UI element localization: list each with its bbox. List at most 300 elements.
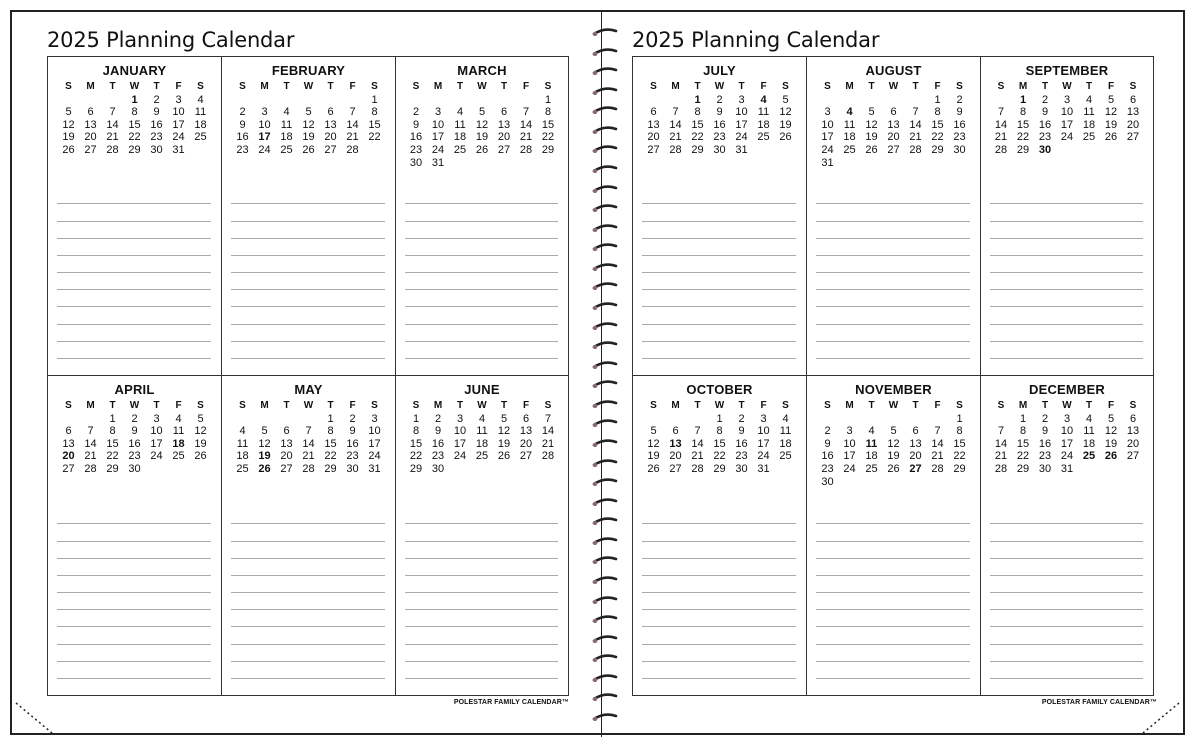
- date: 16: [236, 131, 249, 144]
- weekday-label: T: [1041, 400, 1049, 411]
- month-name: JANUARY: [102, 63, 167, 78]
- date: 16: [431, 437, 445, 450]
- date: 30: [1038, 462, 1052, 475]
- note-line: [405, 273, 558, 290]
- date: 3: [738, 93, 745, 106]
- month-name: APRIL: [114, 382, 155, 397]
- note-line: [57, 290, 211, 307]
- date: 24: [843, 462, 856, 475]
- month-name: MAY: [294, 382, 323, 397]
- note-line: [57, 204, 211, 221]
- weekday-label: S: [197, 81, 204, 92]
- date: 7: [997, 425, 1005, 438]
- note-line: [57, 627, 211, 644]
- binding-coil: [592, 361, 618, 369]
- date: 3: [824, 106, 831, 119]
- date: 27: [647, 143, 660, 156]
- weekday-label: M: [260, 400, 269, 411]
- date: 30: [346, 462, 359, 475]
- empty-day: [817, 413, 839, 426]
- weekday-label: T: [1085, 81, 1093, 92]
- date: 19: [1104, 437, 1118, 450]
- date: 4: [239, 425, 246, 438]
- date: 1: [716, 412, 723, 425]
- date: 20: [497, 131, 511, 144]
- date: 27: [519, 450, 533, 463]
- date: 17: [821, 131, 834, 144]
- date: 14: [346, 118, 359, 131]
- date: 4: [197, 93, 204, 106]
- note-line: [231, 307, 385, 324]
- date: 18: [1082, 437, 1096, 450]
- empty-day: [298, 94, 320, 107]
- date: 20: [647, 131, 660, 144]
- date: 7: [672, 106, 679, 119]
- date: 12: [779, 106, 792, 119]
- weekday-label: S: [412, 400, 420, 411]
- date: 22: [953, 450, 966, 463]
- date: 12: [258, 437, 271, 450]
- date: 3: [1063, 412, 1071, 425]
- page-title: 2025 Planning Calendar: [632, 28, 880, 52]
- date: 7: [87, 425, 94, 438]
- date: 6: [672, 425, 679, 438]
- date: 5: [890, 425, 897, 438]
- date: 20: [324, 131, 337, 144]
- note-line: [816, 627, 970, 644]
- date: 8: [934, 106, 941, 119]
- date: 22: [1016, 450, 1030, 463]
- binding-coil: [592, 165, 618, 173]
- date: 12: [62, 118, 75, 131]
- note-line: [816, 290, 970, 307]
- date: 8: [327, 425, 334, 438]
- date: 18: [779, 437, 792, 450]
- empty-day: [883, 94, 905, 107]
- weekday-label: T: [456, 81, 464, 92]
- date: 17: [431, 131, 445, 144]
- note-line: [816, 542, 970, 559]
- month-name: JUNE: [464, 382, 500, 397]
- date: 27: [62, 462, 75, 475]
- date: 29: [931, 143, 944, 156]
- date: 31: [821, 156, 834, 169]
- note-line: [405, 507, 558, 524]
- corner-fold-right: [1133, 683, 1183, 733]
- date: 1: [544, 93, 552, 106]
- date: 23: [236, 143, 249, 156]
- note-lines: [57, 187, 211, 359]
- weekday-label: S: [1129, 400, 1137, 411]
- note-line: [642, 273, 796, 290]
- note-line: [642, 256, 796, 273]
- date: 18: [843, 131, 856, 144]
- holiday-date: 25: [1082, 450, 1096, 463]
- date: 28: [106, 143, 119, 156]
- month-grid: [632, 56, 1154, 696]
- weekday-label: S: [956, 400, 963, 411]
- date: 15: [368, 118, 381, 131]
- date: 11: [194, 106, 207, 119]
- date: 8: [544, 106, 552, 119]
- date: 27: [1126, 450, 1140, 463]
- weekday-label: W: [888, 81, 899, 92]
- month-grid: [47, 56, 569, 696]
- weekday-label: F: [934, 81, 941, 92]
- weekday-label: F: [522, 400, 530, 411]
- note-line: [990, 204, 1143, 221]
- holiday-date: 1: [131, 93, 138, 106]
- weekday-label: S: [824, 400, 831, 411]
- date: 5: [478, 106, 486, 119]
- date: 15: [106, 437, 119, 450]
- weekday-label: F: [934, 400, 941, 411]
- date: 19: [647, 450, 660, 463]
- weekday-label: S: [997, 81, 1005, 92]
- binding-coil: [592, 576, 618, 584]
- weekday-label: T: [153, 400, 160, 411]
- note-line: [990, 307, 1143, 324]
- note-line: [990, 290, 1143, 307]
- date: 1: [1019, 412, 1027, 425]
- date: 21: [541, 437, 555, 450]
- date: 22: [931, 131, 944, 144]
- holiday-date: 26: [1104, 450, 1118, 463]
- date: 9: [131, 425, 138, 438]
- month-august: [807, 57, 981, 376]
- weekday-label: W: [888, 400, 899, 411]
- weekday-label: W: [1062, 81, 1072, 92]
- weekday-label: T: [500, 400, 508, 411]
- date: 12: [194, 425, 207, 438]
- date: 10: [735, 106, 748, 119]
- date: 16: [409, 131, 423, 144]
- note-line: [990, 559, 1143, 576]
- date: 29: [953, 462, 966, 475]
- date: 18: [453, 131, 467, 144]
- date: 3: [760, 412, 767, 425]
- date: 31: [757, 462, 770, 475]
- date: 8: [412, 425, 420, 438]
- weekday-label: F: [349, 81, 356, 92]
- note-line: [642, 342, 796, 359]
- date: 31: [172, 143, 185, 156]
- date: 25: [757, 131, 770, 144]
- binding-coil: [592, 517, 618, 525]
- date: 2: [412, 106, 420, 119]
- date: 10: [453, 425, 467, 438]
- note-line: [231, 610, 385, 627]
- note-line: [642, 507, 796, 524]
- date: 21: [994, 450, 1008, 463]
- date: 14: [106, 118, 119, 131]
- date: 25: [1082, 131, 1096, 144]
- note-line: [642, 222, 796, 239]
- note-line: [816, 662, 970, 679]
- weekday-label: T: [153, 81, 160, 92]
- date: 23: [953, 131, 966, 144]
- date: 18: [865, 450, 878, 463]
- date: 29: [713, 462, 726, 475]
- month-september: [981, 57, 1153, 376]
- date: 14: [909, 118, 922, 131]
- date: 21: [931, 450, 944, 463]
- empty-day: [861, 413, 883, 426]
- date: 8: [109, 425, 116, 438]
- note-line: [405, 187, 558, 204]
- weekday-label: W: [714, 81, 725, 92]
- note-line: [57, 273, 211, 290]
- date: 5: [868, 106, 875, 119]
- date: 11: [236, 437, 249, 450]
- date: 25: [172, 450, 185, 463]
- date: 16: [713, 118, 726, 131]
- date: 21: [519, 131, 533, 144]
- date: 31: [431, 156, 445, 169]
- holiday-date: 18: [172, 437, 185, 450]
- note-line: [990, 524, 1143, 541]
- weekday-label: M: [845, 81, 854, 92]
- empty-day: [471, 94, 493, 107]
- date: 1: [956, 412, 963, 425]
- binding-coil: [592, 28, 618, 36]
- date: 24: [368, 450, 381, 463]
- binding-coil: [592, 537, 618, 545]
- date: 22: [713, 450, 726, 463]
- note-line: [405, 645, 558, 662]
- date: 2: [349, 412, 356, 425]
- month-name: DECEMBER: [1029, 382, 1105, 397]
- date: 24: [735, 131, 748, 144]
- date: 7: [522, 106, 530, 119]
- date: 20: [909, 450, 922, 463]
- date: 10: [172, 106, 185, 119]
- date: 7: [305, 425, 312, 438]
- date: 20: [1126, 118, 1140, 131]
- date: 5: [197, 412, 204, 425]
- note-line: [816, 645, 970, 662]
- date: 9: [349, 425, 356, 438]
- date: 25: [236, 462, 249, 475]
- month-october: [633, 376, 807, 695]
- date: 31: [735, 143, 748, 156]
- note-line: [57, 542, 211, 559]
- date: 15: [128, 118, 141, 131]
- date: 28: [84, 462, 97, 475]
- date: 28: [691, 462, 704, 475]
- date: 29: [324, 462, 337, 475]
- date: 25: [843, 143, 856, 156]
- date: 5: [65, 106, 72, 119]
- month-name: MARCH: [457, 63, 507, 78]
- date: 24: [431, 143, 445, 156]
- date: 16: [1038, 118, 1052, 131]
- date: 17: [1060, 118, 1074, 131]
- date: 7: [349, 106, 356, 119]
- date: 9: [434, 425, 442, 438]
- date: 22: [541, 131, 555, 144]
- date: 7: [912, 106, 919, 119]
- date: 20: [669, 450, 682, 463]
- date: 28: [541, 450, 555, 463]
- date: 12: [302, 118, 315, 131]
- binding-coil: [592, 224, 618, 232]
- date: 2: [956, 93, 963, 106]
- holiday-date: 1: [1019, 93, 1027, 106]
- date: 20: [519, 437, 533, 450]
- note-lines: [642, 187, 796, 359]
- date: 30: [150, 143, 163, 156]
- month-december: [981, 376, 1153, 695]
- date: 5: [1107, 93, 1115, 106]
- binding-coil: [592, 185, 618, 193]
- note-line: [816, 593, 970, 610]
- date: 11: [280, 118, 293, 131]
- note-line: [990, 222, 1143, 239]
- note-line: [405, 256, 558, 273]
- mini-calendar: [48, 400, 221, 476]
- empty-day: [665, 94, 687, 107]
- weekday-label: S: [65, 81, 72, 92]
- date: 15: [931, 118, 944, 131]
- note-line: [231, 204, 385, 221]
- brand-footer: POLESTAR FAMILY CALENDAR™: [1041, 699, 1157, 706]
- date: 27: [84, 143, 97, 156]
- binding-coil: [592, 145, 618, 153]
- date: 2: [824, 425, 831, 438]
- holiday-date: 4: [760, 93, 767, 106]
- mini-calendar: [807, 400, 980, 488]
- date: 6: [912, 425, 919, 438]
- date: 16: [150, 118, 163, 131]
- date: 3: [371, 412, 378, 425]
- date: 15: [953, 437, 966, 450]
- weekday-label: F: [760, 81, 767, 92]
- date: 17: [843, 450, 856, 463]
- date: 3: [456, 412, 464, 425]
- date: 14: [994, 118, 1008, 131]
- date: 12: [647, 437, 660, 450]
- date: 9: [956, 106, 963, 119]
- date: 29: [541, 143, 555, 156]
- weekday-label: W: [303, 400, 314, 411]
- note-line: [816, 222, 970, 239]
- empty-day: [405, 94, 427, 107]
- date: 25: [280, 143, 293, 156]
- date: 18: [194, 118, 207, 131]
- date: 3: [175, 93, 182, 106]
- date: 25: [453, 143, 467, 156]
- date: 10: [431, 118, 445, 131]
- date: 27: [1126, 131, 1140, 144]
- note-line: [405, 342, 558, 359]
- note-line: [990, 273, 1143, 290]
- month-july: [633, 57, 807, 376]
- note-line: [405, 542, 558, 559]
- date: 28: [669, 143, 682, 156]
- weekday-label: T: [694, 81, 701, 92]
- date: 13: [62, 437, 75, 450]
- empty-day: [861, 94, 883, 107]
- date: 17: [172, 118, 185, 131]
- weekday-label: F: [522, 81, 530, 92]
- date: 21: [691, 450, 704, 463]
- binding-coil: [592, 439, 618, 447]
- note-line: [816, 342, 970, 359]
- note-line: [57, 524, 211, 541]
- holiday-date: 11: [865, 437, 878, 450]
- date: 30: [713, 143, 726, 156]
- date: 13: [280, 437, 293, 450]
- weekday-label: S: [371, 81, 378, 92]
- holiday-date: 19: [258, 450, 271, 463]
- binding-coil: [592, 556, 618, 564]
- date: 20: [887, 131, 900, 144]
- empty-day: [232, 94, 254, 107]
- note-line: [990, 239, 1143, 256]
- note-line: [642, 290, 796, 307]
- right-page: [612, 12, 1187, 733]
- date: 25: [475, 450, 489, 463]
- weekday-label: T: [109, 81, 116, 92]
- note-lines: [231, 187, 385, 359]
- note-line: [990, 256, 1143, 273]
- date: 4: [1085, 93, 1093, 106]
- date: 19: [887, 450, 900, 463]
- date: 5: [1107, 412, 1115, 425]
- weekday-label: M: [671, 400, 680, 411]
- date: 3: [261, 106, 268, 119]
- weekday-label: M: [260, 81, 269, 92]
- date: 5: [305, 106, 312, 119]
- note-line: [57, 222, 211, 239]
- date: 8: [1019, 106, 1027, 119]
- weekday-label: T: [327, 400, 334, 411]
- empty-day: [254, 94, 276, 107]
- weekday-label: F: [760, 400, 767, 411]
- date: 18: [236, 450, 249, 463]
- month-name: NOVEMBER: [855, 382, 932, 397]
- month-name: SEPTEMBER: [1025, 63, 1109, 78]
- date: 10: [258, 118, 271, 131]
- date: 24: [1060, 131, 1074, 144]
- binding-coil: [592, 67, 618, 75]
- note-line: [405, 290, 558, 307]
- date: 27: [497, 143, 511, 156]
- month-name: JULY: [703, 63, 736, 78]
- date: 22: [128, 131, 141, 144]
- left-page: [12, 12, 597, 733]
- date: 27: [669, 462, 682, 475]
- note-line: [231, 576, 385, 593]
- date: 12: [1104, 425, 1118, 438]
- date: 30: [953, 143, 966, 156]
- date: 8: [694, 106, 701, 119]
- note-line: [405, 610, 558, 627]
- mini-calendar: [396, 81, 568, 169]
- date: 5: [782, 93, 789, 106]
- note-line: [990, 325, 1143, 342]
- date: 18: [757, 118, 770, 131]
- empty-day: [643, 413, 665, 426]
- date: 24: [821, 143, 834, 156]
- note-line: [990, 627, 1143, 644]
- note-line: [405, 325, 558, 342]
- date: 5: [500, 412, 508, 425]
- date: 9: [738, 425, 745, 438]
- note-line: [57, 187, 211, 204]
- month-name: FEBRUARY: [271, 63, 346, 78]
